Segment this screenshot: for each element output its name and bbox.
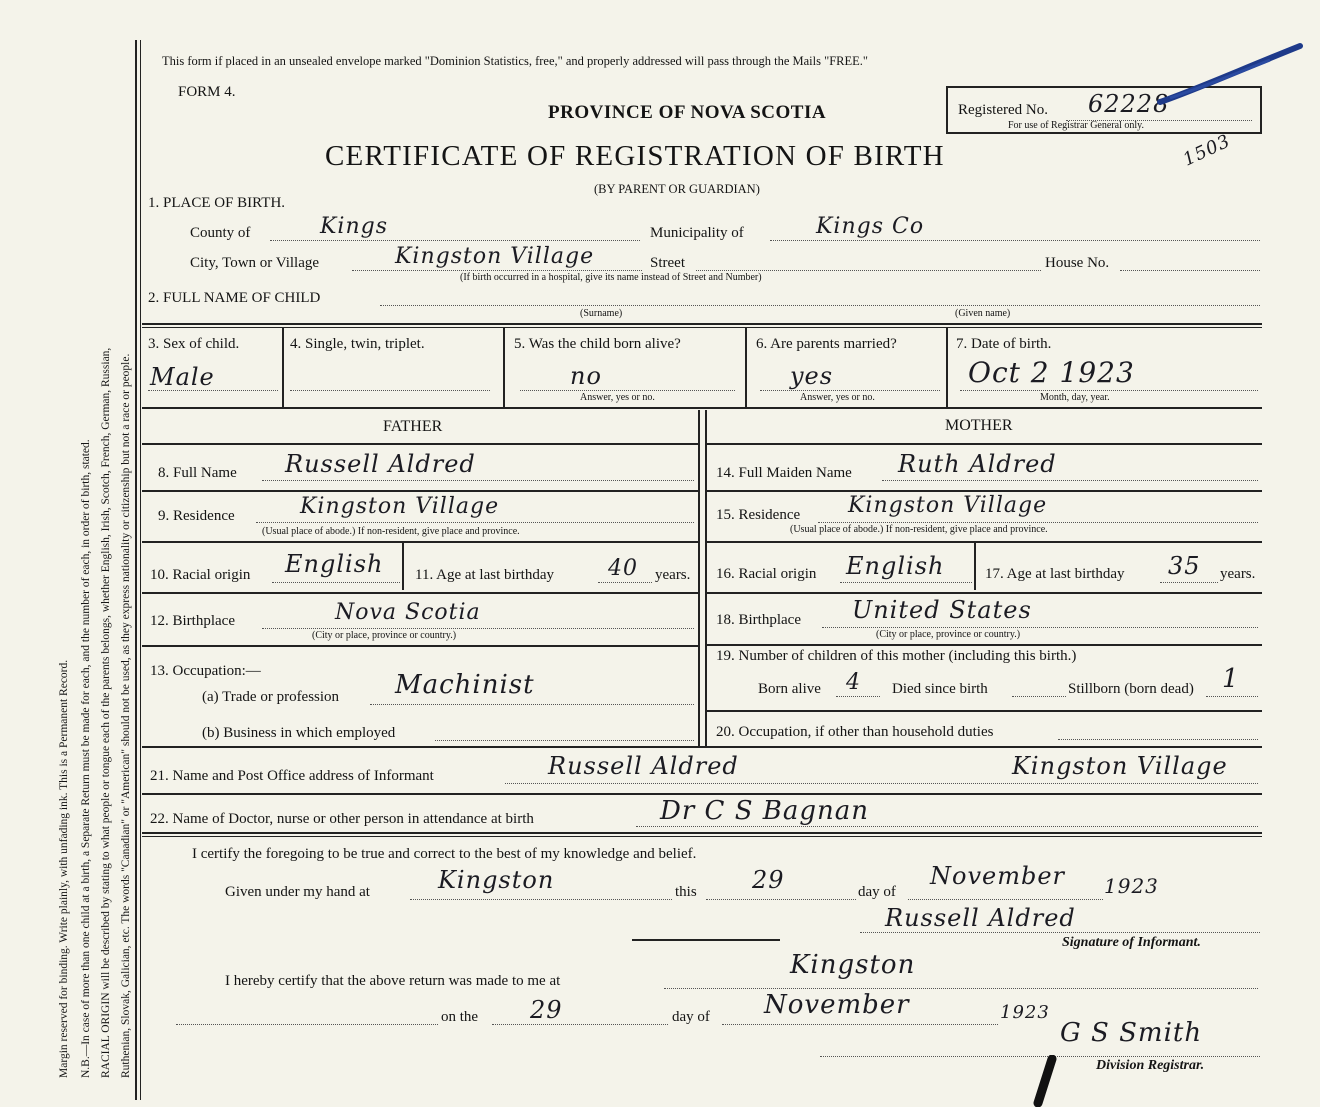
mother-birthplace-value: United States bbox=[852, 596, 1032, 624]
ink-smudge bbox=[1030, 1055, 1060, 1107]
given-place-value: Kingston bbox=[438, 866, 555, 894]
blue-ink-mark bbox=[1150, 40, 1310, 120]
died-since-birth-label: Died since birth bbox=[892, 681, 988, 697]
margin-racial-note-2: Ruthenian, Slovak, Galician, etc. The words "Canadian" or "American" should not be used, as they express nationality or citizenship but not a race or people. bbox=[120, 353, 132, 1078]
doctor-value: Dr C S Bagnan bbox=[660, 796, 870, 826]
father-name-label: 8. Full Name bbox=[158, 465, 237, 481]
certificate-subtitle: (BY PARENT OR GUARDIAN) bbox=[594, 182, 760, 196]
sex-value: Male bbox=[150, 363, 215, 391]
parents-married-value: yes bbox=[790, 362, 834, 390]
mother-heading: MOTHER bbox=[945, 417, 1013, 434]
mother-residence-value: Kingston Village bbox=[848, 493, 1048, 518]
registrar-note: For use of Registrar General only. bbox=[1008, 120, 1144, 131]
margin-racial-note: RACIAL ORIGIN will be described by stating to what people or tongue each of the parents belongs, whether English, Irish, Scotch, French, German, Russian, bbox=[100, 347, 112, 1078]
stillborn-label: Stillborn (born dead) bbox=[1068, 681, 1194, 697]
margin-nb-note: N.B.—In case of more than one child at a birth, a Separate Return must be made for each, and the number of each, in order of birth, stated. bbox=[80, 439, 92, 1078]
mother-residence-note: (Usual place of abode.) If non-resident, give place and province. bbox=[790, 524, 1048, 535]
date-of-birth-value: Oct 2 1923 bbox=[968, 356, 1135, 389]
father-heading: FATHER bbox=[383, 418, 443, 435]
registrar-on-the-label: on the bbox=[441, 1009, 479, 1025]
father-occupation-label: 13. Occupation:— bbox=[150, 663, 261, 679]
mother-name-value: Ruth Aldred bbox=[898, 450, 1057, 478]
father-trade-label: (a) Trade or profession bbox=[202, 689, 340, 705]
father-race-label: 10. Racial origin bbox=[150, 567, 251, 583]
father-residence-value: Kingston Village bbox=[300, 494, 500, 519]
registered-value: 62228 bbox=[1088, 90, 1170, 118]
father-residence-label: 9. Residence bbox=[158, 508, 235, 524]
father-business-label: (b) Business in which employed bbox=[202, 725, 396, 741]
province-heading: PROVINCE OF NOVA SCOTIA bbox=[548, 102, 827, 123]
sex-label: 3. Sex of child. bbox=[148, 336, 240, 352]
multiple-birth-label: 4. Single, twin, triplet. bbox=[290, 336, 425, 352]
mail-notice: This form if placed in an unsealed envelope marked "Dominion Statistics, free," and properly addressed will pass through the Mails "FREE." bbox=[162, 54, 869, 68]
father-race-value: English bbox=[285, 550, 384, 578]
informant-address-value: Kingston Village bbox=[1012, 752, 1228, 780]
father-birthplace-note: (City or place, province or country.) bbox=[312, 630, 457, 641]
certificate-title: CERTIFICATE OF REGISTRATION OF BIRTH bbox=[325, 140, 945, 172]
margin-binding-note: Margin reserved for binding. Write plainly, with unfading ink. This is a Permanent Record. bbox=[58, 659, 70, 1078]
certify-statement: I certify the foregoing to be true and correct to the best of my knowledge and belief. bbox=[192, 846, 697, 862]
registrar-year-value: 1923 bbox=[1000, 1002, 1050, 1023]
father-age-label: 11. Age at last birthday bbox=[415, 567, 554, 583]
certify-month-value: November bbox=[930, 862, 1066, 890]
corner-annotation: 1503 bbox=[1179, 130, 1234, 171]
registrar-signature: G S Smith bbox=[1060, 1018, 1203, 1048]
date-of-birth-note: Month, day, year. bbox=[1040, 392, 1110, 403]
mother-years-label: years. bbox=[1220, 566, 1256, 582]
registrar-day-value: 29 bbox=[530, 996, 563, 1024]
mother-age-label: 17. Age at last birthday bbox=[985, 566, 1125, 582]
city-label: City, Town or Village bbox=[190, 255, 320, 271]
mother-race-value: English bbox=[846, 552, 945, 580]
father-years-label: years. bbox=[655, 567, 691, 583]
certify-year-value: 1923 bbox=[1104, 874, 1159, 898]
stillborn-value: 1 bbox=[1222, 664, 1240, 694]
informant-signature-label: Signature of Informant. bbox=[1062, 935, 1201, 950]
binding-margin-line bbox=[135, 40, 137, 1100]
parents-married-note: Answer, yes or no. bbox=[800, 392, 875, 403]
municipality-value: Kings Co bbox=[816, 214, 925, 239]
born-alive-count-value: 4 bbox=[846, 670, 861, 695]
street-label: Street bbox=[650, 255, 685, 271]
binding-margin-line-2 bbox=[140, 40, 141, 1100]
certify-day-of-label: day of bbox=[858, 884, 896, 900]
born-alive-count-label: Born alive bbox=[758, 681, 821, 697]
county-value: Kings bbox=[320, 214, 389, 239]
father-name-value: Russell Aldred bbox=[285, 450, 476, 478]
father-trade-value: Machinist bbox=[395, 670, 535, 700]
informant-signature: Russell Aldred bbox=[885, 904, 1076, 932]
house-number-label: House No. bbox=[1045, 255, 1110, 271]
street-note: (If birth occurred in a hospital, give its name instead of Street and Number) bbox=[460, 272, 762, 283]
mother-age-value: 35 bbox=[1168, 552, 1201, 580]
registrar-signature-label: Division Registrar. bbox=[1096, 1058, 1205, 1073]
father-residence-note: (Usual place of abode.) If non-resident, give place and province. bbox=[262, 526, 520, 537]
mother-race-label: 16. Racial origin bbox=[716, 566, 817, 582]
father-birthplace-value: Nova Scotia bbox=[335, 600, 481, 625]
born-alive-note: Answer, yes or no. bbox=[580, 392, 655, 403]
date-of-birth-label: 7. Date of birth. bbox=[956, 336, 1052, 352]
county-label: County of bbox=[190, 225, 251, 241]
surname-note: (Surname) bbox=[580, 308, 623, 319]
mother-birthplace-note: (City or place, province or country.) bbox=[876, 629, 1021, 640]
mother-residence-label: 15. Residence bbox=[716, 507, 801, 523]
child-name-label: 2. FULL NAME OF CHILD bbox=[148, 290, 321, 306]
parents-married-label: 6. Are parents married? bbox=[756, 336, 897, 352]
father-age-value: 40 bbox=[608, 556, 638, 581]
born-alive-value: no bbox=[570, 362, 602, 390]
city-value: Kingston Village bbox=[395, 244, 595, 269]
form-number: FORM 4. bbox=[178, 84, 236, 100]
certify-this-label: this bbox=[675, 884, 697, 900]
father-birthplace-label: 12. Birthplace bbox=[150, 613, 235, 629]
registrar-day-of-label: day of bbox=[672, 1009, 710, 1025]
registrar-place-value: Kingston bbox=[790, 950, 916, 980]
place-of-birth-label: 1. PLACE OF BIRTH. bbox=[148, 195, 286, 211]
given-name-note: (Given name) bbox=[955, 308, 1011, 319]
certify-day-value: 29 bbox=[752, 866, 785, 894]
informant-label: 21. Name and Post Office address of Informant bbox=[150, 768, 434, 784]
registrar-month-value: November bbox=[764, 990, 910, 1020]
mother-occupation-label: 20. Occupation, if other than household duties bbox=[716, 724, 994, 740]
mother-children-label: 19. Number of children of this mother (including this birth.) bbox=[716, 648, 1077, 664]
mother-birthplace-label: 18. Birthplace bbox=[716, 612, 801, 628]
informant-name-value: Russell Aldred bbox=[548, 752, 739, 780]
born-alive-label: 5. Was the child born alive? bbox=[514, 336, 681, 352]
mother-name-label: 14. Full Maiden Name bbox=[716, 465, 852, 481]
doctor-label: 22. Name of Doctor, nurse or other person in attendance at birth bbox=[150, 811, 534, 827]
registrar-statement: I hereby certify that the above return was made to me at bbox=[225, 973, 561, 989]
municipality-label: Municipality of bbox=[650, 225, 744, 241]
registered-label: Registered No. bbox=[958, 102, 1048, 118]
given-under-hand-label: Given under my hand at bbox=[225, 884, 370, 900]
